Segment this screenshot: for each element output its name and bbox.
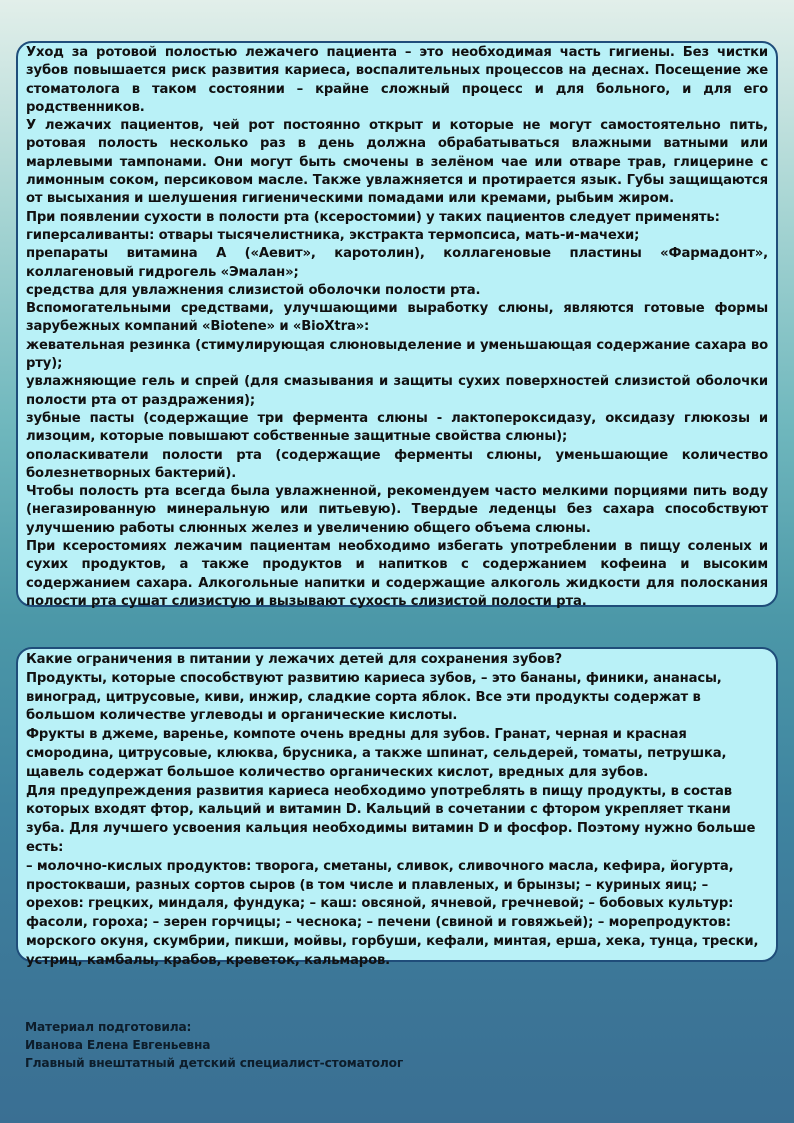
paragraph: Уход за ротовой полостью лежачего пациента – это необходимая часть гигиены. Без чистки зубов повышается риск развития кариеса, воспалительных процессов на деснах. Посещение же стоматолога в таком состоянии – крайне сложный процесс и для больного, и для его родственников. [26,45,768,115]
list-item: препараты витамина А («Аевит», каротолин), коллагеновые пластины «Фармадонт», коллагеновый гидрогель «Эмалан»; [26,246,768,280]
section-question-heading: Какие ограничения в питании у лежачих детей для сохранения зубов? [26,652,563,667]
list-item: гиперсаливанты: отвары тысячелистника, экстракта термопсиса, мать-и-мачехи; [26,227,640,243]
paragraph: Вспомогательными средствами, улучшающими выработку слюны, являются готовые формы зарубежных компаний «Biotene» и «BioXtra»: [26,301,768,335]
author-name: Иванова Елена Евгеньевна [25,1038,211,1052]
paragraph: При ксеростомиях лежачим пациентам необходимо избегать употреблении в пищу соленых и сухих продуктов, а также продуктов и напитков с содержанием кофеина и высоким содержанием сахара. Алкогольные напитки и содержащие алкоголь жидкости для полоскания полости рта сушат слизистую и вызывают сухость слизистой полости рта. [26,539,768,609]
paragraph: При появлении сухости в полости рта (ксеростомии) у таких пациентов следует применять: [26,209,720,225]
list-item: средства для увлажнения слизистой оболочки полости рта. [26,282,481,298]
oral-care-text-block [16,41,778,607]
paragraph: Фрукты в джеме, варенье, компоте очень вредны для зубов. Гранат, черная и красная смородина, цитрусовые, клюква, брусника, а также шпинат, сельдерей, томаты, петрушка, щавель содержат большое количество органических кислот, вредных для зубов. [26,727,727,780]
paragraph: Чтобы полость рта всегда была увлажненной, рекомендуем часто мелкими порциями пить воду (негазированную минеральную или питьевую). Твердые леденцы без сахара способствуют улучшению работы слюнных желез и увеличению общего объема слюны. [26,484,768,536]
list-item: жевательная резинка (стимулирующая слюновыделение и уменьшающая содержание сахара во рту); [26,337,768,372]
author-credits [25,1018,403,1072]
paragraph: Для предупреждения развития кариеса необходимо употреблять в пищу продукты, в состав которых входят фтор, кальций и витамин D. Кальций в сочетании с фтором укрепляет ткани зуба. Для лучшего усвоения кальция необходимы витамин D и фосфор. Поэтому нужно больше есть: [26,783,756,855]
author-position: Главный внештатный детский специалист-стоматолог [25,1056,404,1070]
nutrition-text-block [16,647,778,968]
list-item: зубные пасты (содержащие три фермента слюны - лактопероксидазу, оксидазу глюкозы и лизоцим, которые повышают собственные защитные свойства слюны); [26,410,768,445]
paragraph: У лежачих пациентов, чей рот постоянно открыт и которые не могут самостоятельно пить, ротовая полость несколько раз в день должна обрабатываться влажными ватными или марлевыми тампонами. Они могут быть смочены в зелёном чае или отваре трав, глицерине с лимонным соком, персиковом масле. Также увлажняется и протирается язык. Губы защищаются от высыхания и шелушения гигиеническими помадами или кремами, рыбьим жиром. [26,118,768,207]
food-list: – молочно-кислых продуктов: творога, сметаны, сливок, сливочного масла, кефира, йогурта, простокваши, разных сортов сыров (в том числе и плавленых, и брынзы; – куриных яиц; – орехов: грецких, миндаля, фундука; – каш: овсяной, ячневой, гречневой; – бобовых культур: фасоли, гороха; – зерен горчицы; – чеснока; – печени (свиной и говяжьей); – морепродуктов: морского окуня, скумбрии, пикши, мойвы, горбуши, кефали, минтая, ерша, хека, тунца, трески, устриц, камбалы, крабов, креветок, кальмаров. [26,858,759,968]
list-item: ополаскиватели полости рта (содержащие ферменты слюны, уменьшающие количество болезнетворных бактерий). [26,447,768,481]
prepared-by-label: Материал подготовила: [25,1020,192,1034]
list-item: увлажняющие гель и спрей (для смазывания и защиты сухих поверхностей слизистой оболочки полости рта от раздражения); [26,374,768,408]
paragraph: Продукты, которые способствуют развитию кариеса зубов, – это бананы, финики, ананасы, виноград, цитрусовые, киви, инжир, сладкие сорта яблок. Все эти продукты содержат в большом количестве углеводы и органические кислоты. [26,670,722,724]
